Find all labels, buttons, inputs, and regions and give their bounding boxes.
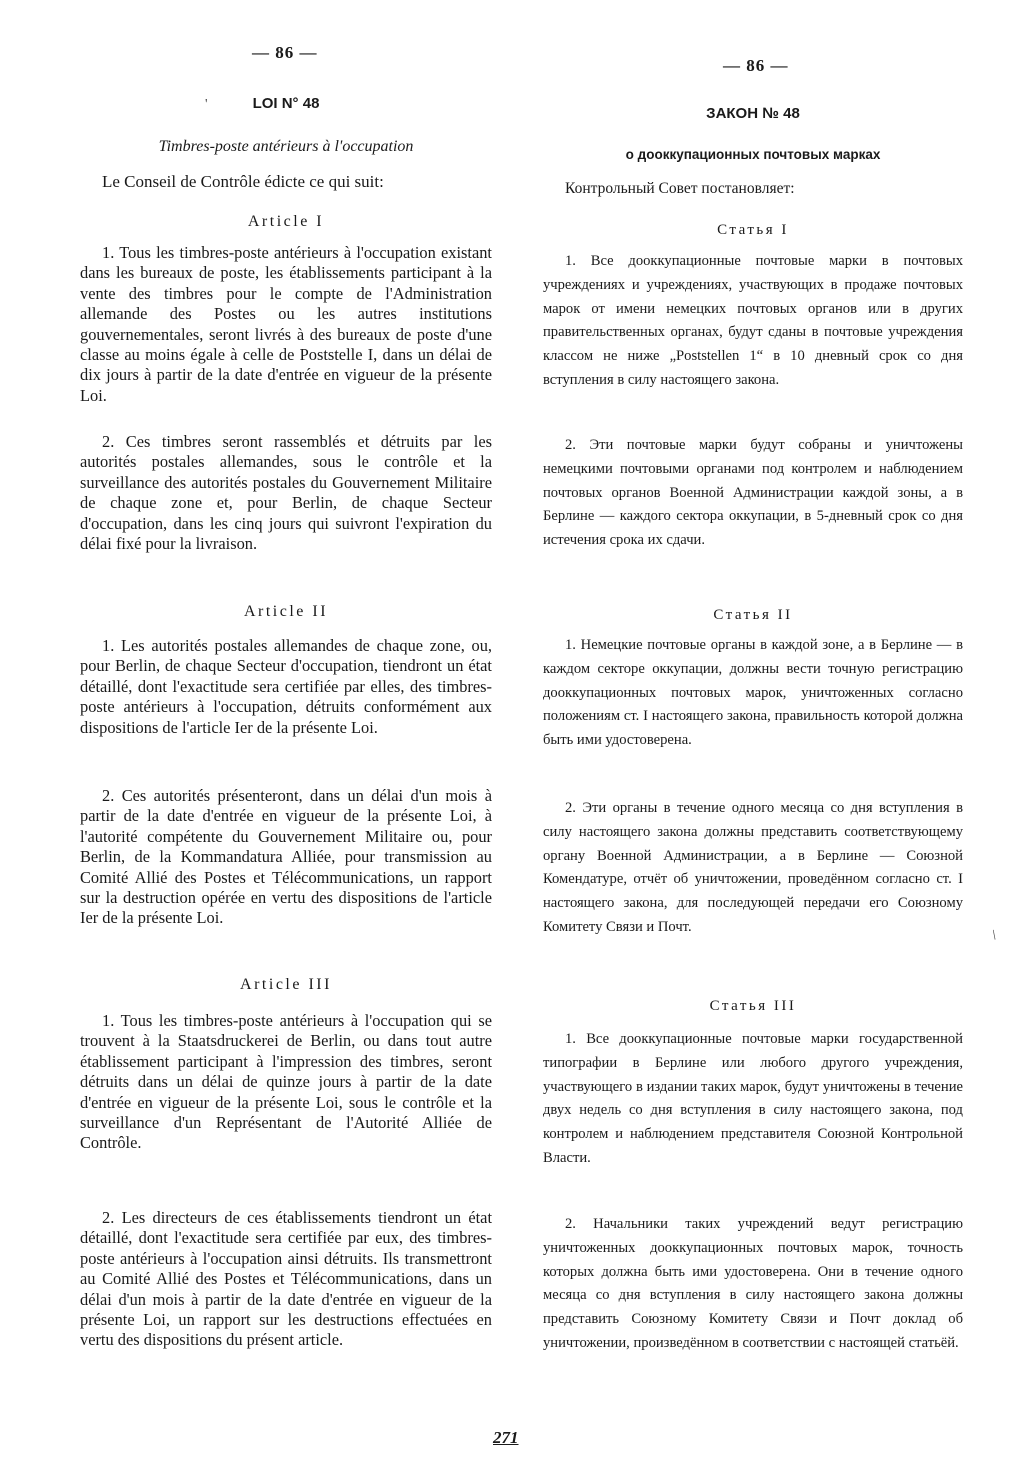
article-1-heading-ru: Статья I bbox=[717, 222, 789, 238]
law-title-ru: ЗАКОН № 48 bbox=[706, 105, 800, 122]
law-subtitle-fr: Timbres-poste antérieurs à l'occupation bbox=[158, 138, 414, 155]
article-3-paragraph-2-fr: 2. Les directeurs de ces établissements tiendront un état détaillé, dont l'exactitude sera certifiée par eux, des timbres-poste antérieurs à l'occupation ainsi détruits. Ils transmettront au Comité Allié des Postes et Télécommunications, dans un délai d'un mois à partir de la date d'entrée en vigueur de la présente Loi, un rapport sur les destructions effectuées en vertu des dispositions du présent article. bbox=[80, 1208, 492, 1350]
article-2-paragraph-1-ru: 1. Немецкие почтовые органы в каждой зоне, а в Берлине — в каждом секторе оккупации, должны вести точную регистрацию дооккупационных почтовых марок, уничтоженных согласно положениям ст. I настоящего закона, правильность которой должна быть ими удостоверена. bbox=[543, 637, 963, 749]
article-1-paragraph-2-ru: 2. Эти почтовые марки будут собраны и уничтожены немецкими почтовыми органами под контролем и наблюдением почтовых органов Военной Администрации каждой зоны, а в Берлине — каждого сектора оккупации, в 5-дневный срок со дня истечения срока их сдачи. bbox=[543, 437, 963, 549]
page-number-right: — 86 — bbox=[723, 56, 789, 75]
article-3-paragraph-1-fr: 1. Tous les timbres-poste antérieurs à l'occupation qui se trouvent à la Staatsdruckerei de Berlin, ou dans tout autre établissement participant à l'impression des timbres, seront détruits dans un délai de quinze jours à partir de la date d'entrée en vigueur de la présente Loi, sous le contrôle et la surveillance d'un Représentant de l'Autorité Alliée de Contrôle. bbox=[80, 1011, 492, 1153]
article-3-heading-ru: Статья III bbox=[709, 998, 797, 1014]
law-intro-ru: Контрольный Совет постановляет: bbox=[565, 180, 795, 197]
article-3-paragraph-2-ru: 2. Начальники таких учреждений ведут регистрацию уничтоженных дооккупационных почтовых марок, точность которых должна быть ими удостоверена. Они в течение одного месяца со дня вступления в силу настоящего закона должны представить Союзному Комитету Связи и Почт доклад об уничтожении, произведённом в соответствии с настоящей статьёй. bbox=[543, 1216, 963, 1351]
article-2-paragraph-2-fr: 2. Ces autorités présenteront, dans un délai d'un mois à partir de la date d'entrée en vigueur de la présente Loi, à l'autorité compétente du Gouvernement Militaire ou, pour Berlin, de la Kommandatura Alliée, pour transmission au Comité Allié des Postes et Télécommunications, un rapport sur la destruction opérée en vertu des dispositions de l'article Ier de la présente Loi. bbox=[80, 786, 492, 928]
article-2-heading-fr: Article II bbox=[243, 603, 329, 620]
law-subtitle-ru: о дооккупационных почтовых марках bbox=[625, 147, 881, 162]
article-2-heading-ru: Статья II bbox=[713, 607, 793, 623]
law-title-fr: LOI N° 48 bbox=[252, 95, 320, 112]
article-1-paragraph-2-fr: 2. Ces timbres seront rassemblés et détruits par les autorités postales allemandes, sous le contrôle et la surveillance des autorités postales du Gouvernement Militaire de chaque zone et, pour Berlin, de chaque Secteur d'occupation, dans les cinq jours qui suivront l'expiration du délai fixé pour la livraison. bbox=[80, 432, 492, 554]
scan-mark: ' bbox=[205, 97, 208, 112]
page-number-left: — 86 — bbox=[252, 43, 318, 62]
article-3-heading-fr: Article III bbox=[240, 976, 332, 993]
article-1-paragraph-1-ru: 1. Все дооккупационные почтовые марки в почтовых учреждениях и учреждениях, участвующих в продаже почтовых марок от имени немецких почтовых органов или в других правительственных органах, будут сданы в почтовые учреждения классом не ниже „Poststellen 1“ в 10 дневный срок со дня вступления в силу настоящего закона. bbox=[543, 253, 963, 388]
article-3-paragraph-1-ru: 1. Все дооккупационные почтовые марки государственной типографии в Берлине или любого другого учреждения, участвующего в издании таких марок, будут уничтожены в течение двух недель со дня вступления в силу настоящего закона, под контролем и наблюдением представителя Союзной Контрольной Власти. bbox=[543, 1031, 963, 1166]
scan-mark: / bbox=[989, 928, 1001, 944]
article-1-heading-fr: Article I bbox=[247, 213, 325, 230]
article-2-paragraph-2-ru: 2. Эти органы в течение одного месяца со дня вступления в силу настоящего закона должны представить соответствующему органу Военной Администрации, а в Берлине — Союзной Комендатуре, отчёт об уничтожении, проведённом согласно ст. I настоящего закона, для последующей передачи его Союзному Комитету Связи и Почт. bbox=[543, 800, 963, 935]
footer-page-number: 271 bbox=[493, 1428, 519, 1447]
article-2-paragraph-1-fr: 1. Les autorités postales allemandes de chaque zone, ou, pour Berlin, de chaque Secteur d'occupation, tiendront un état détaillé, dont l'exactitude sera certifiée par elles, des timbres-poste antérieurs à l'occupation, détruits conformément aux dispositions de l'article Ier de la présente Loi. bbox=[80, 636, 492, 737]
article-1-paragraph-1-fr: 1. Tous les timbres-poste antérieurs à l'occupation existant dans les bureaux de poste, les établissements participant à la vente des timbres pour le compte de l'Administration allemande des Postes ou les autres institutions gouvernementales, seront livrés à des bureaux de poste d'une classe au moins égale à celle de Poststelle I, dans un délai de dix jours à partir de la date d'entrée en vigueur de la présente Loi. bbox=[80, 243, 492, 405]
law-intro-fr: Le Conseil de Contrôle édicte ce qui suit: bbox=[102, 172, 384, 191]
